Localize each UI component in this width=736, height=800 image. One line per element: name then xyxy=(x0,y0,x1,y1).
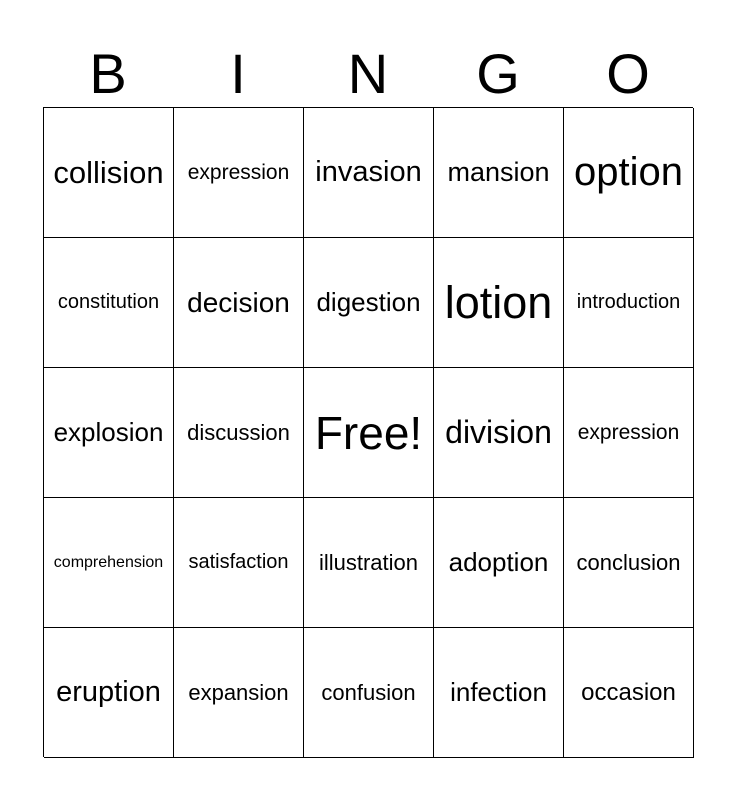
bingo-cell: confusion xyxy=(304,628,434,758)
bingo-cell-free: Free! xyxy=(304,368,434,498)
bingo-cell: illustration xyxy=(304,498,434,628)
bingo-cell: division xyxy=(434,368,564,498)
bingo-cell: collision xyxy=(44,108,174,238)
bingo-header xyxy=(43,40,693,108)
bingo-cell: satisfaction xyxy=(174,498,304,628)
bingo-cell: lotion xyxy=(434,238,564,368)
header-letter-g: G xyxy=(476,42,520,105)
bingo-cell: explosion xyxy=(44,368,174,498)
header-letter-i: I xyxy=(230,42,246,105)
bingo-cell: expression xyxy=(174,108,304,238)
bingo-cell: expression xyxy=(564,368,694,498)
bingo-cell: comprehension xyxy=(44,498,174,628)
bingo-cell: adoption xyxy=(434,498,564,628)
bingo-cell: introduction xyxy=(564,238,694,368)
bingo-cell: infection xyxy=(434,628,564,758)
bingo-cell: occasion xyxy=(564,628,694,758)
bingo-cell: digestion xyxy=(304,238,434,368)
bingo-cell: invasion xyxy=(304,108,434,238)
bingo-cell: expansion xyxy=(174,628,304,758)
bingo-cell: conclusion xyxy=(564,498,694,628)
bingo-cell: discussion xyxy=(174,368,304,498)
bingo-cell: constitution xyxy=(44,238,174,368)
bingo-cell: option xyxy=(564,108,694,238)
bingo-cell: decision xyxy=(174,238,304,368)
bingo-board xyxy=(43,107,693,757)
header-letter-b: B xyxy=(89,42,127,105)
header-letter-n: N xyxy=(347,42,389,105)
bingo-cell: mansion xyxy=(434,108,564,238)
bingo-cell: eruption xyxy=(44,628,174,758)
header-letter-o: O xyxy=(606,42,650,105)
